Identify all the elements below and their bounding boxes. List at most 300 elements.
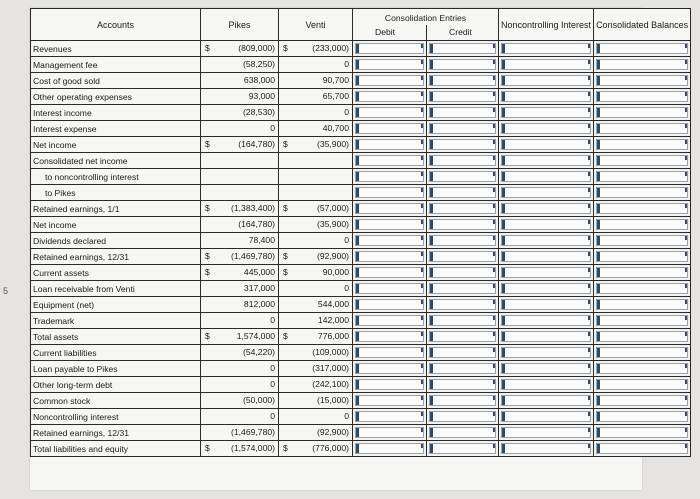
input-marker-icon [502,332,505,341]
pikes-amount-cell [201,313,279,329]
input-corner-icon [493,396,495,400]
input-corner-icon [685,92,687,96]
input-corner-icon [588,284,590,288]
debit-cell [353,329,427,345]
noncontrolling-cell [499,377,594,393]
input-marker-icon [430,156,433,165]
pikes-amount-cell [201,297,279,313]
noncontrolling-input[interactable] [501,363,591,374]
consolidated-input[interactable] [596,427,688,438]
input-corner-icon [421,172,423,176]
input-corner-icon [685,316,687,320]
credit-input[interactable] [429,123,496,134]
input-corner-icon [493,428,495,432]
input-marker-icon [502,252,505,261]
noncontrolling-cell [499,137,594,153]
credit-input[interactable] [429,395,496,406]
input-corner-icon [685,236,687,240]
input-marker-icon [356,76,359,85]
noncontrolling-input[interactable] [501,203,591,214]
consolidated-input[interactable] [596,155,688,166]
noncontrolling-input[interactable] [501,139,591,150]
noncontrolling-input[interactable] [501,347,591,358]
debit-input[interactable] [355,379,424,390]
venti-amount-cell [279,249,353,265]
worksheet-row [31,361,691,377]
input-marker-icon [502,172,505,181]
noncontrolling-input[interactable] [501,331,591,342]
credit-input[interactable] [429,43,496,54]
debit-cell [353,393,427,409]
input-marker-icon [597,252,600,261]
consolidated-cell [594,89,691,105]
consolidated-input[interactable] [596,123,688,134]
input-corner-icon [493,300,495,304]
debit-input[interactable] [355,411,424,422]
input-marker-icon [597,316,600,325]
credit-cell [427,441,499,457]
noncontrolling-input[interactable] [501,315,591,326]
noncontrolling-cell [499,425,594,441]
input-corner-icon [685,428,687,432]
consolidated-input[interactable] [596,363,688,374]
credit-input[interactable] [429,331,496,342]
credit-cell [427,281,499,297]
debit-cell [353,233,427,249]
pikes-amount-cell [201,73,279,89]
worksheet-row [31,329,691,345]
consolidated-cell [594,361,691,377]
pikes-amount-cell [201,121,279,137]
input-corner-icon [421,156,423,160]
consolidated-input[interactable] [596,187,688,198]
credit-cell [427,217,499,233]
consolidated-balances-header: Consolidated Balances [594,9,691,41]
venti-amount-cell [279,441,353,457]
debit-input[interactable] [355,155,424,166]
input-corner-icon [493,140,495,144]
pikes-amount: (164,780) [238,139,275,149]
pikes-amount-cell [201,393,279,409]
input-corner-icon [493,316,495,320]
credit-input[interactable] [429,363,496,374]
input-corner-icon [493,44,495,48]
credit-input[interactable] [429,91,496,102]
consolidated-input[interactable] [596,75,688,86]
debit-input[interactable] [355,91,424,102]
input-corner-icon [493,188,495,192]
input-marker-icon [502,428,505,437]
input-marker-icon [356,60,359,69]
credit-input[interactable] [429,171,496,182]
noncontrolling-input[interactable] [501,283,591,294]
venti-amount-cell [279,217,353,233]
noncontrolling-input[interactable] [501,75,591,86]
credit-input[interactable] [429,75,496,86]
venti-amount: 40,700 [322,123,349,133]
debit-input[interactable] [355,43,424,54]
input-marker-icon [356,284,359,293]
input-corner-icon [588,236,590,240]
debit-input[interactable] [355,347,424,358]
pikes-amount-cell [201,169,279,185]
input-corner-icon [421,220,423,224]
debit-input[interactable] [355,171,424,182]
input-marker-icon [597,300,600,309]
noncontrolling-input[interactable] [501,443,591,454]
debit-input[interactable] [355,219,424,230]
debit-cell [353,217,427,233]
consolidated-input[interactable] [596,347,688,358]
venti-amount-cell [279,233,353,249]
input-marker-icon [430,252,433,261]
debit-cell [353,409,427,425]
credit-input[interactable] [429,139,496,150]
input-corner-icon [493,364,495,368]
consolidated-input[interactable] [596,91,688,102]
noncontrolling-input[interactable] [501,267,591,278]
credit-input[interactable] [429,219,496,230]
pikes-amount: 812,000 [243,299,275,309]
input-corner-icon [685,156,687,160]
consolidated-input[interactable] [596,443,688,454]
debit-input[interactable] [355,267,424,278]
input-corner-icon [685,412,687,416]
input-corner-icon [493,92,495,96]
debit-input[interactable] [355,123,424,134]
input-corner-icon [421,364,423,368]
worksheet-row [31,425,691,441]
noncontrolling-cell [499,73,594,89]
credit-input[interactable] [429,443,496,454]
credit-input[interactable] [429,155,496,166]
accounts-header: Accounts [31,9,201,41]
input-corner-icon [493,284,495,288]
consolidated-input[interactable] [596,411,688,422]
consolidated-cell [594,57,691,73]
noncontrolling-input[interactable] [501,123,591,134]
worksheet-row [31,313,691,329]
credit-cell [427,201,499,217]
consolidated-input[interactable] [596,267,688,278]
credit-cell [427,121,499,137]
debit-input[interactable] [355,59,424,70]
noncontrolling-input[interactable] [501,235,591,246]
account-label: Noncontrolling interest [31,409,201,425]
account-label: Current assets [31,265,201,281]
debit-input[interactable] [355,75,424,86]
venti-amount-cell [279,265,353,281]
noncontrolling-cell [499,121,594,137]
consolidated-input[interactable] [596,235,688,246]
noncontrolling-input[interactable] [501,187,591,198]
noncontrolling-input[interactable] [501,59,591,70]
input-marker-icon [356,332,359,341]
venti-amount: 0 [344,283,349,293]
noncontrolling-input[interactable] [501,219,591,230]
debit-input[interactable] [355,187,424,198]
credit-input[interactable] [429,379,496,390]
credit-cell [427,153,499,169]
consolidated-input[interactable] [596,219,688,230]
pikes-amount: (1,469,780) [231,427,275,437]
input-corner-icon [493,156,495,160]
consolidated-input[interactable] [596,59,688,70]
pikes-amount: 0 [270,411,275,421]
noncontrolling-input[interactable] [501,251,591,262]
input-marker-icon [356,380,359,389]
noncontrolling-input[interactable] [501,91,591,102]
consolidated-input[interactable] [596,331,688,342]
debit-cell [353,73,427,89]
debit-cell [353,377,427,393]
input-corner-icon [588,300,590,304]
input-corner-icon [588,204,590,208]
input-marker-icon [597,428,600,437]
input-corner-icon [421,252,423,256]
input-marker-icon [502,156,505,165]
credit-input[interactable] [429,315,496,326]
input-marker-icon [356,44,359,53]
worksheet-row [31,41,691,57]
noncontrolling-input[interactable] [501,427,591,438]
debit-input[interactable] [355,139,424,150]
consolidated-input[interactable] [596,171,688,182]
credit-input[interactable] [429,283,496,294]
consolidated-input[interactable] [596,283,688,294]
consolidated-cell [594,73,691,89]
venti-amount: (242,100) [312,379,349,389]
consolidated-input[interactable] [596,379,688,390]
noncontrolling-cell [499,441,594,457]
input-corner-icon [493,220,495,224]
credit-cell [427,185,499,201]
venti-dollar-sign: $ [283,43,288,53]
credit-cell [427,345,499,361]
input-marker-icon [502,140,505,149]
input-marker-icon [430,412,433,421]
worksheet-row [31,297,691,313]
venti-amount-cell [279,105,353,121]
input-marker-icon [430,268,433,277]
pikes-amount-cell [201,249,279,265]
credit-input[interactable] [429,251,496,262]
debit-cell [353,441,427,457]
input-marker-icon [597,412,600,421]
input-corner-icon [685,204,687,208]
input-corner-icon [685,252,687,256]
consolidated-input[interactable] [596,251,688,262]
noncontrolling-cell [499,169,594,185]
debit-input[interactable] [355,331,424,342]
input-corner-icon [588,316,590,320]
input-marker-icon [356,300,359,309]
input-marker-icon [597,140,600,149]
venti-amount-cell [279,89,353,105]
credit-input[interactable] [429,267,496,278]
input-corner-icon [493,252,495,256]
input-marker-icon [430,396,433,405]
noncontrolling-cell [499,265,594,281]
venti-amount: (35,900) [316,219,349,229]
credit-cell [427,297,499,313]
pikes-header: Pikes [201,9,279,41]
noncontrolling-input[interactable] [501,155,591,166]
credit-cell [427,265,499,281]
credit-input[interactable] [429,299,496,310]
consolidated-cell [594,217,691,233]
account-label: Other long-term debt [31,377,201,393]
input-corner-icon [421,412,423,416]
input-marker-icon [356,236,359,245]
input-corner-icon [685,140,687,144]
credit-input[interactable] [429,411,496,422]
credit-cell [427,137,499,153]
venti-dollar-sign: $ [283,203,288,213]
input-marker-icon [356,348,359,357]
consolidated-input[interactable] [596,299,688,310]
pikes-amount-cell [201,41,279,57]
account-label: Interest income [31,105,201,121]
credit-input[interactable] [429,427,496,438]
credit-cell [427,41,499,57]
noncontrolling-input[interactable] [501,171,591,182]
input-corner-icon [588,412,590,416]
credit-cell [427,233,499,249]
noncontrolling-input[interactable] [501,107,591,118]
account-label: Consolidated net income [31,153,201,169]
worksheet-row [31,137,691,153]
input-marker-icon [502,396,505,405]
input-marker-icon [430,108,433,117]
input-corner-icon [493,380,495,384]
input-marker-icon [356,268,359,277]
noncontrolling-cell [499,361,594,377]
consolidated-input[interactable] [596,395,688,406]
credit-cell [427,169,499,185]
input-marker-icon [430,188,433,197]
venti-amount-cell [279,393,353,409]
input-corner-icon [421,300,423,304]
pikes-dollar-sign: $ [205,251,210,261]
consolidated-input[interactable] [596,107,688,118]
input-marker-icon [597,396,600,405]
debit-input[interactable] [355,203,424,214]
debit-input[interactable] [355,443,424,454]
input-marker-icon [430,124,433,133]
noncontrolling-input[interactable] [501,43,591,54]
consolidated-input[interactable] [596,203,688,214]
debit-cell [353,201,427,217]
noncontrolling-cell [499,217,594,233]
debit-cell [353,153,427,169]
input-marker-icon [356,204,359,213]
pikes-amount-cell [201,345,279,361]
debit-cell [353,105,427,121]
venti-amount-cell [279,185,353,201]
pikes-dollar-sign: $ [205,443,210,453]
noncontrolling-input[interactable] [501,395,591,406]
worksheet-row [31,233,691,249]
credit-cell [427,409,499,425]
debit-cell [353,57,427,73]
credit-input[interactable] [429,235,496,246]
credit-input[interactable] [429,203,496,214]
debit-input[interactable] [355,299,424,310]
pikes-amount: (1,469,780) [231,251,275,261]
venti-amount-cell [279,377,353,393]
margin-mark: 5 [3,286,9,296]
pikes-amount-cell [201,57,279,73]
debit-cell [353,281,427,297]
input-marker-icon [502,188,505,197]
account-label: Retained earnings, 1/1 [31,201,201,217]
credit-input[interactable] [429,107,496,118]
input-corner-icon [685,268,687,272]
debit-input[interactable] [355,363,424,374]
input-corner-icon [493,236,495,240]
input-marker-icon [430,300,433,309]
consolidated-input[interactable] [596,43,688,54]
noncontrolling-cell [499,281,594,297]
consolidated-input[interactable] [596,139,688,150]
input-corner-icon [588,396,590,400]
input-corner-icon [588,156,590,160]
debit-input[interactable] [355,395,424,406]
account-label: Cost of good sold [31,73,201,89]
debit-input[interactable] [355,235,424,246]
debit-input[interactable] [355,283,424,294]
worksheet-row [31,409,691,425]
input-marker-icon [502,44,505,53]
pikes-amount-cell [201,153,279,169]
credit-input[interactable] [429,187,496,198]
pikes-amount: 0 [270,123,275,133]
debit-cell [353,265,427,281]
input-corner-icon [685,396,687,400]
worksheet-row [31,249,691,265]
consolidated-cell [594,409,691,425]
input-marker-icon [502,412,505,421]
input-corner-icon [685,284,687,288]
debit-input[interactable] [355,107,424,118]
noncontrolling-input[interactable] [501,379,591,390]
consolidated-cell [594,185,691,201]
input-marker-icon [502,364,505,373]
pikes-amount: (58,250) [242,59,275,69]
pikes-amount: (164,780) [238,219,275,229]
noncontrolling-input[interactable] [501,299,591,310]
worksheet-row [31,265,691,281]
input-marker-icon [356,252,359,261]
input-marker-icon [502,60,505,69]
credit-input[interactable] [429,347,496,358]
consolidated-input[interactable] [596,315,688,326]
debit-input[interactable] [355,251,424,262]
venti-amount-cell [279,281,353,297]
credit-cell [427,73,499,89]
venti-amount-cell [279,297,353,313]
credit-cell [427,329,499,345]
venti-amount: 0 [344,59,349,69]
credit-input[interactable] [429,59,496,70]
input-marker-icon [597,204,600,213]
debit-cell [353,313,427,329]
noncontrolling-input[interactable] [501,411,591,422]
noncontrolling-cell [499,297,594,313]
debit-input[interactable] [355,315,424,326]
debit-input[interactable] [355,427,424,438]
